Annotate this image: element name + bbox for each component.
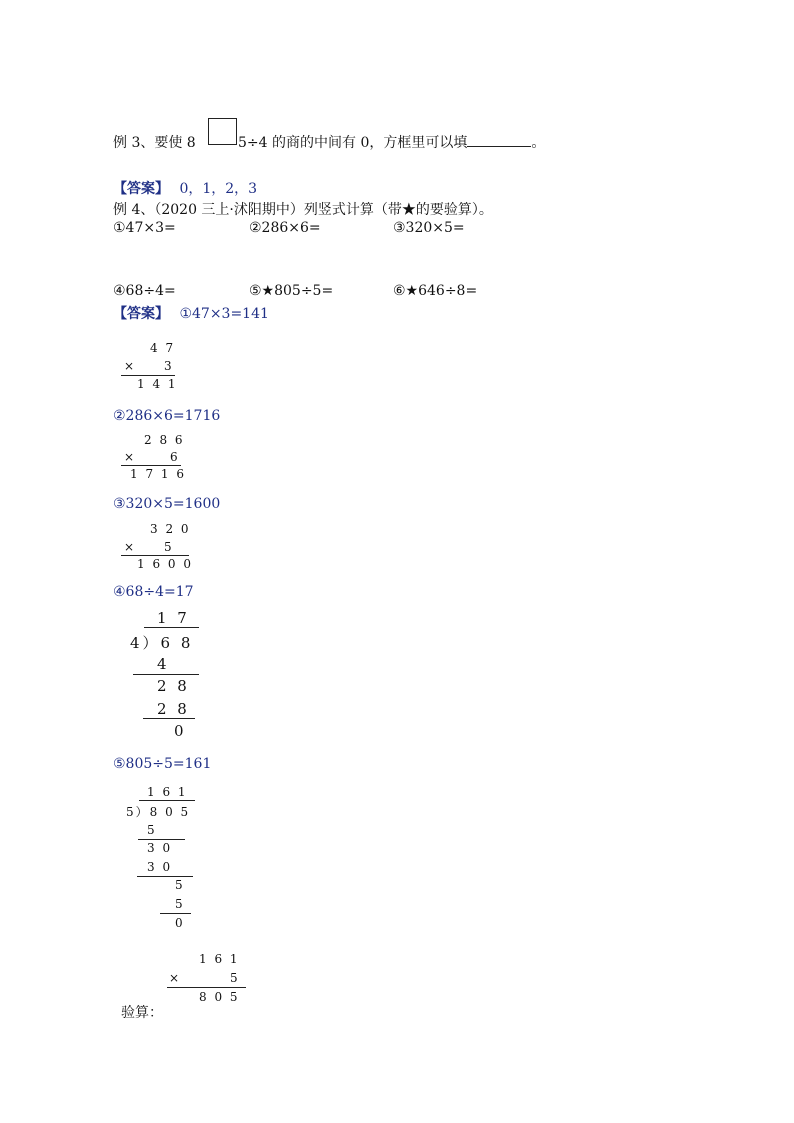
example-4-title: 例 4、（2020 三上·沭阳期中）列竖式计算（带★的要验算）。 bbox=[113, 202, 493, 218]
calc2-line bbox=[121, 465, 181, 466]
calc1-line bbox=[121, 375, 175, 376]
calc5-quotient: 1 6 1 bbox=[147, 785, 188, 799]
calc5-remainder1: 3 0 bbox=[147, 841, 173, 855]
calc4-heading: ④68÷4=17 bbox=[113, 584, 194, 600]
check-op: × bbox=[169, 971, 182, 985]
question-5: ⑤★805÷5= bbox=[249, 283, 334, 299]
calc2-result: 1 7 1 6 bbox=[130, 467, 186, 481]
calc3-heading: ③320×5=1600 bbox=[113, 496, 221, 512]
calc3-result: 1 6 0 0 bbox=[137, 557, 193, 571]
calc5-step2: 3 0 bbox=[147, 860, 173, 874]
calc5-line1 bbox=[138, 839, 185, 840]
question-1: ①47×3= bbox=[113, 220, 176, 236]
question-6: ⑥★646÷8= bbox=[393, 283, 478, 299]
answer-3 bbox=[113, 178, 257, 198]
calc3-top: 3 2 0 bbox=[150, 522, 191, 536]
check-top: 1 6 1 bbox=[199, 952, 240, 966]
calc4-dividend: 4）6 8 bbox=[130, 634, 194, 652]
calc5-heading: ⑤805÷5=161 bbox=[113, 756, 212, 772]
calc4-line2 bbox=[143, 718, 195, 719]
example-3-question bbox=[238, 132, 545, 152]
question-4: ④68÷4= bbox=[113, 283, 176, 299]
fill-blank bbox=[467, 132, 531, 147]
calc2-op: × bbox=[124, 450, 137, 464]
calc5-remainder3: 0 bbox=[175, 916, 185, 930]
answer-4 bbox=[113, 303, 269, 323]
calc5-line3 bbox=[160, 913, 191, 914]
check-result: 8 0 5 bbox=[199, 990, 240, 1004]
question-3: ③320×5= bbox=[393, 220, 465, 236]
calc5-dividend: 5）8 0 5 bbox=[126, 805, 191, 819]
calc4-remainder2: 0 bbox=[174, 722, 187, 740]
calc4-step2: 2 8 bbox=[157, 700, 190, 718]
calc5-remainder2: 5 bbox=[175, 878, 185, 892]
calc3-line bbox=[121, 555, 189, 556]
calc5-step3: 5 bbox=[175, 897, 185, 911]
calc3-op: × bbox=[124, 540, 137, 554]
calc4-quotient: 1 7 bbox=[157, 609, 190, 627]
calc2-heading: ②286×6=1716 bbox=[113, 408, 221, 424]
example-3-suffix: 5÷4 的商的中间有 0，方框里可以填 bbox=[238, 135, 468, 151]
answer-4-first: ①47×3=141 bbox=[179, 306, 269, 322]
calc2-top: 2 8 6 bbox=[144, 433, 185, 447]
question-2: ②286×6= bbox=[249, 220, 321, 236]
calc1-top: 4 7 bbox=[150, 341, 176, 355]
calc5-top-line bbox=[139, 800, 195, 801]
calc5-line2 bbox=[137, 876, 193, 877]
calc5-step1: 5 bbox=[147, 823, 157, 837]
answer-3-value: 0，1，2，3 bbox=[179, 181, 258, 197]
calc4-line1 bbox=[133, 674, 199, 675]
calc4-remainder1: 2 8 bbox=[157, 677, 190, 695]
answer-label: 【答案】 bbox=[113, 306, 169, 322]
answer-box bbox=[208, 118, 237, 145]
answer-label: 【答案】 bbox=[113, 181, 169, 197]
calc3-mult: 5 bbox=[164, 540, 174, 554]
example-3-end: 。 bbox=[531, 135, 546, 151]
calc1-result: 1 4 1 bbox=[137, 377, 178, 391]
check-line bbox=[167, 987, 246, 988]
check-label: 验算： bbox=[121, 1005, 163, 1021]
calc4-step1: 4 bbox=[157, 655, 170, 673]
calc1-op: × bbox=[124, 359, 137, 373]
calc1-mult: 3 bbox=[164, 359, 174, 373]
example-3-prefix: 例 3、要使 8 bbox=[113, 135, 196, 151]
check-mult: 5 bbox=[230, 971, 240, 985]
calc2-mult: 6 bbox=[170, 450, 180, 464]
calc4-top-line bbox=[144, 627, 199, 628]
